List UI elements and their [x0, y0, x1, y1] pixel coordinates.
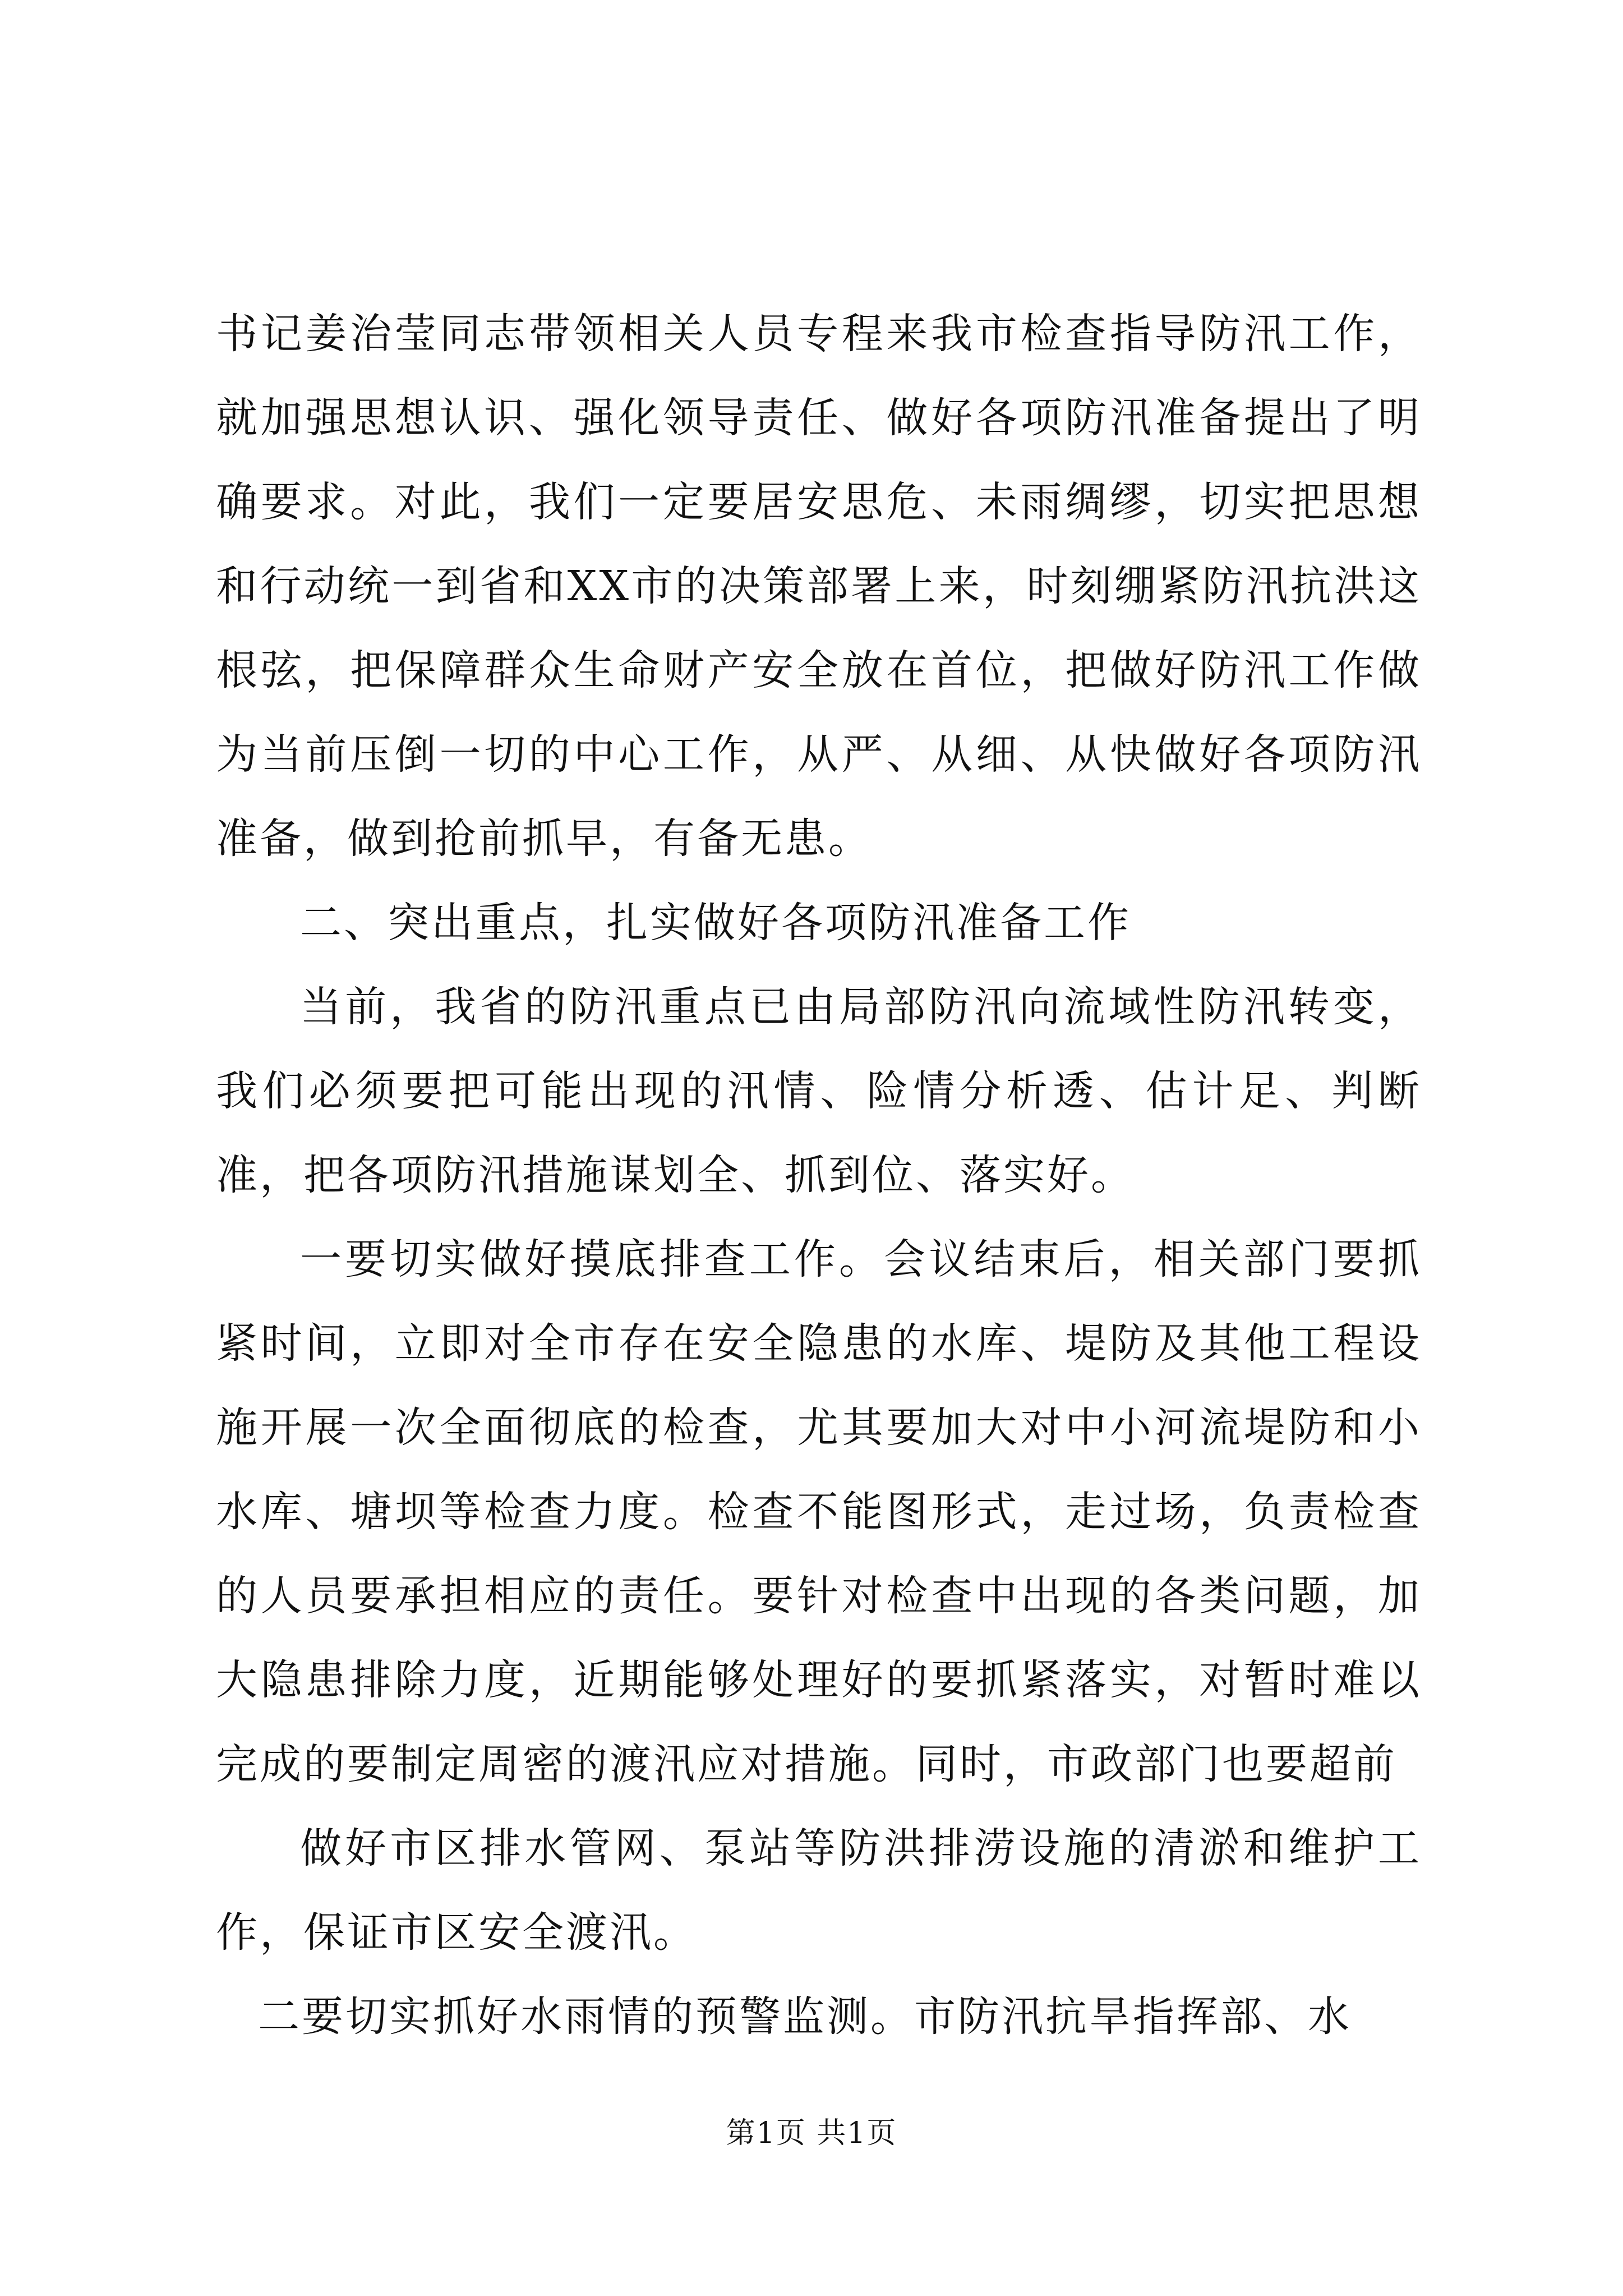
paragraph-1: 书记姜治莹同志带领相关人员专程来我市检查指导防汛工作，就加强思想认识、强化领导责任、做好各项防汛准备提出了明确要求。对此，我们一定要居安思危、未雨绸缪，切实把思想和行动统一到省和XX市的决策部署上来，时刻绷紧防汛抗洪这根弦，把保障群众生命财产安全放在首位，把做好防汛工作做为当前压倒一切的中心工作，从严、从细、从快做好各项防汛准备，做到抢前抓早，有备无患。	[216, 310, 1422, 863]
paragraph-4: 一要切实做好摸底排查工作。会议结束后，相关部门要抓紧时间，立即对全市存在安全隐患的水库、堤防及其他工程设施开展一次全面彻底的检查，尤其要加大对中小河流堤防和小水库、塘坝等检查力度。检查不能图形式，走过场，负责检查的人员要承担相应的责任。要针对检查中出现的各类问题，加大隐患排除力度，近期能够处理好的要抓紧落实，对暂时难以完成的要制定周密的渡汛应对措施。同时，市政部门也要超前	[216, 1235, 1422, 1788]
page-number-footer: 第1页 共1页	[726, 2116, 897, 2150]
paragraph-6: 二要切实抓好水雨情的预警监测。市防汛抗旱指挥部、水	[258, 1993, 1352, 2041]
paragraph-3: 当前，我省的防汛重点已由局部防汛向流域性防汛转变，我们必须要把可能出现的汛情、险情分析透、估计足、判断准，把各项防汛措施谋划全、抓到位、落实好。	[216, 983, 1422, 1199]
paragraph-5: 做好市区排水管网、泵站等防洪排涝设施的清淤和维护工作，保证市区安全渡汛。	[216, 1824, 1422, 1957]
section-heading-2: 二、突出重点，扎实做好各项防汛准备工作	[300, 899, 1131, 947]
document-body	[216, 292, 1422, 2059]
